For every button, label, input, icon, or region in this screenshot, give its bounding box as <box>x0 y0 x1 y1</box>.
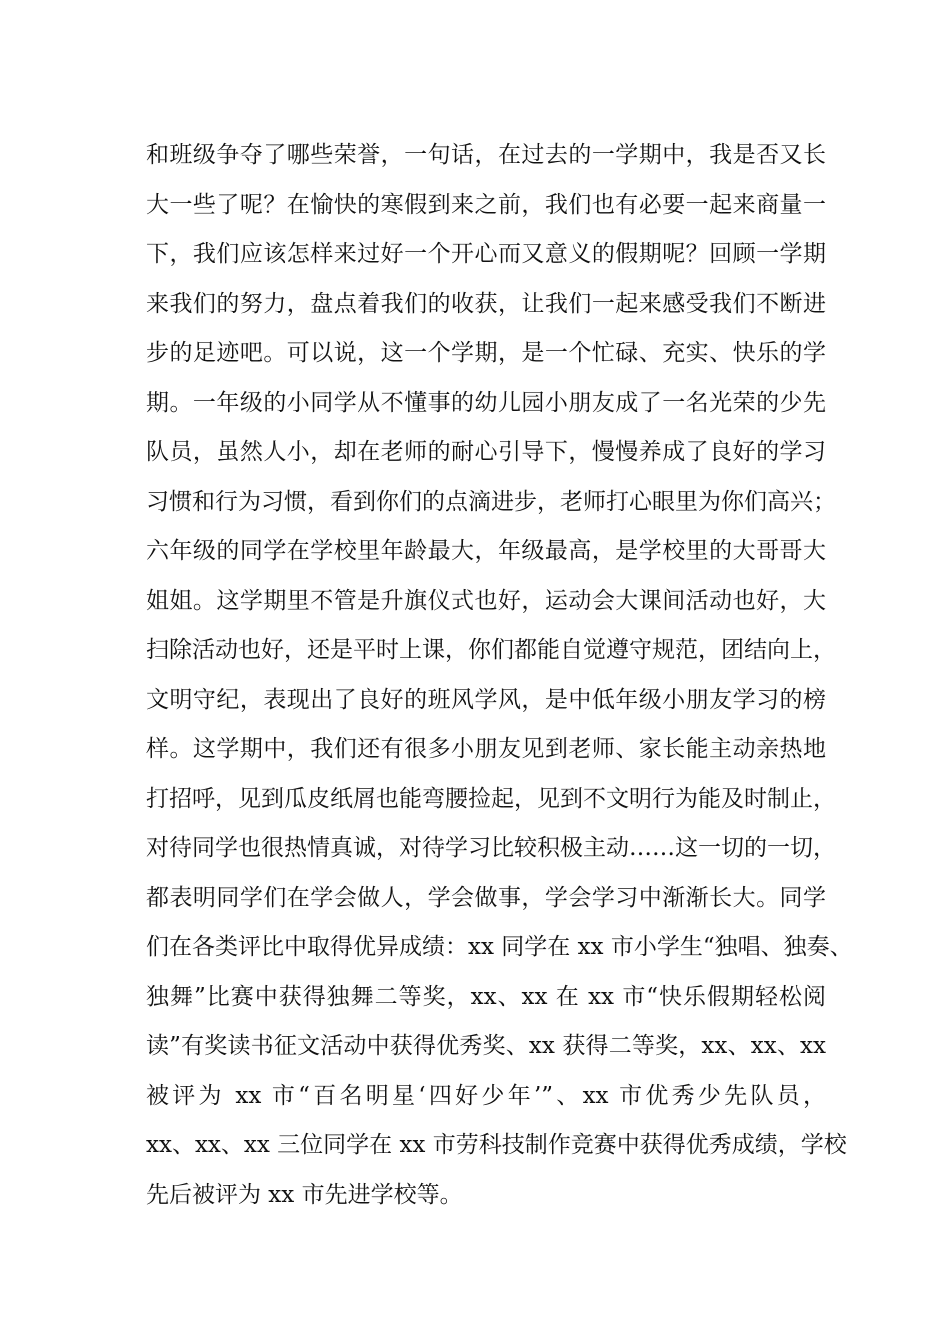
text-line: 样。这学期中，我们还有很多小朋友见到老师、家长能主动亲热地 <box>146 736 826 762</box>
text-line: xx、xx、xx 三位同学在 xx 市劳科技制作竞赛中获得优秀成绩，学校 <box>146 1132 847 1158</box>
text-line: 姐姐。这学期里不管是升旗仪式也好，运动会大课间活动也好，大 <box>146 587 826 614</box>
text-line: 队员，虽然人小，却在老师的耐心引导下，慢慢养成了良好的学习 <box>146 439 826 465</box>
text-line: 和班级争夺了哪些荣誉，一句话，在过去的一学期中，我是否又长 <box>146 142 826 168</box>
text-line: 们在各类评比中取得优异成绩：xx 同学在 xx 市小学生“独唱、独奏、 <box>146 934 853 960</box>
text-line: 来我们的努力，盘点着我们的收获，让我们一起来感受我们不断进 <box>146 290 826 317</box>
text-line: 扫除活动也好，还是平时上课，你们都能自觉遵守规范，团结向上， <box>146 637 836 663</box>
text-line: 文明守纪，表现出了良好的班风学风，是中低年级小朋友学习的榜 <box>146 686 826 713</box>
text-line-last: 先后被评为 xx 市先进学校等。 <box>146 1181 463 1208</box>
text-line: 步的足迹吧。可以说，这一个学期，是一个忙碌、充实、快乐的学 <box>146 340 826 366</box>
text-line: 打招呼，见到瓜皮纸屑也能弯腰捡起，见到不文明行为能及时制止， <box>146 785 836 812</box>
text-line: 习惯和行为习惯，看到你们的点滴进步，老师打心眼里为你们高兴； <box>146 488 836 515</box>
text-line: 六年级的同学在学校里年龄最大，年级最高，是学校里的大哥哥大 <box>146 538 826 564</box>
text-line: 下，我们应该怎样来过好一个开心而又意义的假期呢？回顾一学期 <box>146 241 826 267</box>
text-line: 被评为 xx 市“百名明星‘四好少年’”、xx 市优秀少先队员， <box>146 1082 826 1109</box>
text-line: 期。一年级的小同学从不懂事的幼儿园小朋友成了一名光荣的少先 <box>146 389 826 416</box>
body-text <box>146 131 853 1220</box>
text-line: 大一些了呢？在愉快的寒假到来之前，我们也有必要一起来商量一 <box>146 191 826 218</box>
text-line: 读”有奖读书征文活动中获得优秀奖、xx 获得二等奖，xx、xx、xx <box>146 1033 826 1059</box>
text-line: 独舞”比赛中获得独舞二等奖，xx、xx 在 xx 市“快乐假期轻松阅 <box>146 983 826 1010</box>
text-line: 对待同学也很热情真诚，对待学习比较积极主动……这一切的一切， <box>146 835 836 861</box>
text-line: 都表明同学们在学会做人，学会做事，学会学习中渐渐长大。同学 <box>146 884 826 911</box>
